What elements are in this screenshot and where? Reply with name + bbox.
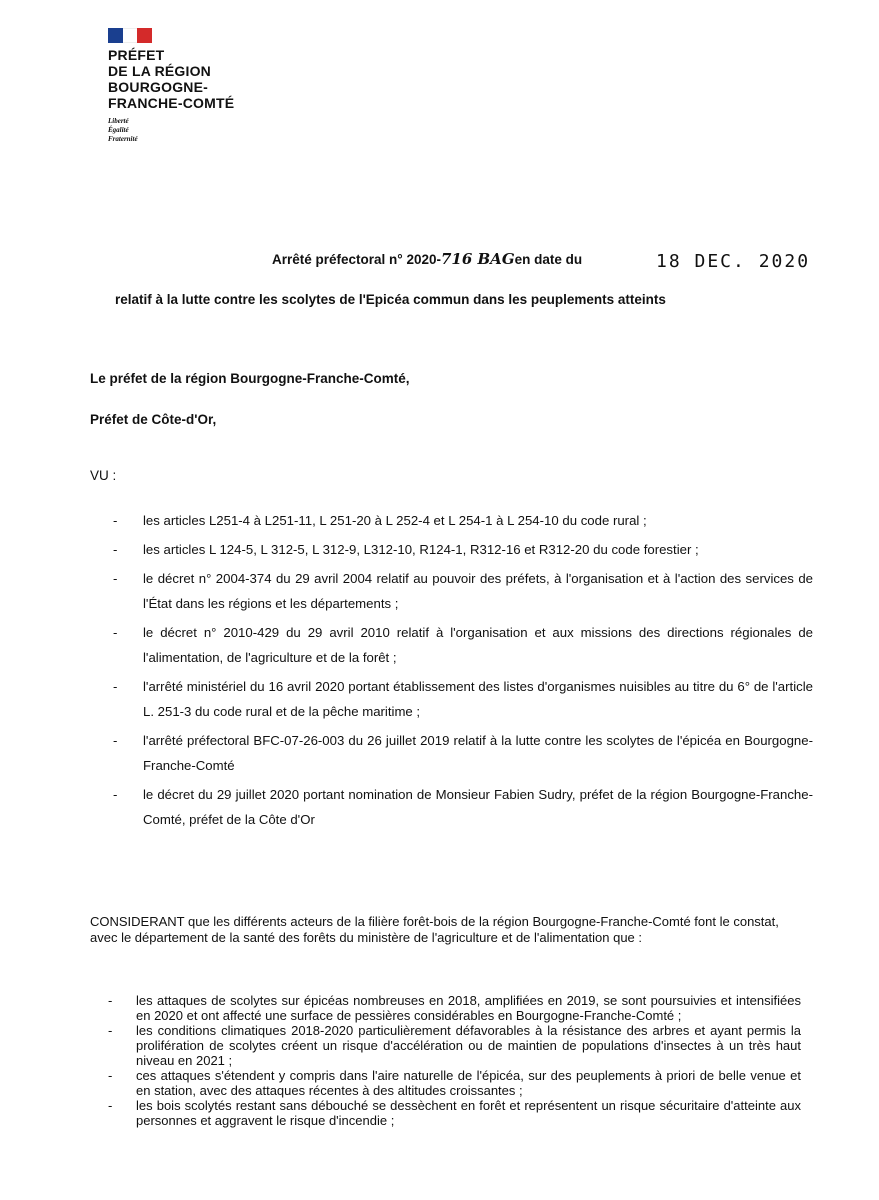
decree-title [272,250,582,268]
title-prefix: Arrêté préfectoral n° 2020- [272,252,441,267]
vu-item [113,782,813,832]
vu-item [113,508,813,533]
org-line: PRÉFET [108,47,165,63]
handwritten-decree-number: 716 BAG [440,250,515,268]
authority-line-1: Le préfet de la région Bourgogne-Franche-Comté, [90,371,410,386]
considerant-item [108,1023,801,1068]
motto [108,117,234,144]
vu-item [113,674,813,724]
list-dash: - [108,1098,113,1113]
motto-line: Égalité [108,126,129,134]
org-line: BOURGOGNE- [108,79,208,95]
organization-name [108,47,234,111]
vu-item-text: les articles L 124-5, L 312-5, L 312-9, L312-10, R124-1, R312-16 et R312-20 du code forestier ; [143,542,699,557]
vu-list [113,508,813,836]
list-dash: - [108,1023,113,1038]
motto-line: Fraternité [108,135,138,143]
vu-item [113,620,813,670]
vu-item-text: l'arrêté ministériel du 16 avril 2020 portant établissement des listes d'organismes nuisibles au titre du 6° de l'article L. 251-3 du code rural et de la pêche maritime ; [143,679,813,719]
list-dash: - [113,625,118,640]
list-dash: - [113,513,118,528]
considerant-item [108,1098,801,1128]
vu-heading: VU : [90,468,117,483]
prefecture-logo [108,28,234,144]
list-dash: - [113,679,118,694]
vu-item-text: les articles L251-4 à L251-11, L 251-20 à L 252-4 et L 254-1 à L 254-10 du code rural ; [143,513,647,528]
authority-line-2: Préfet de Côte-d'Or, [90,412,217,427]
title-suffix: en date du [514,252,583,267]
vu-item-text: le décret n° 2010-429 du 29 avril 2010 relatif à l'organisation et aux missions des directions régionales de l'alimentation, de l'agriculture et de la forêt ; [143,625,813,665]
considerant-item-text: les conditions climatiques 2018-2020 particulièrement défavorables à la résistance des arbres et ayant permis la prolifération de scolytes créent un risque d'accélération ou de maintien de populations d'insectes à un très haut niveau en 2021 ; [136,1023,801,1068]
french-flag-icon [108,28,152,43]
list-dash: - [108,1068,113,1083]
considerant-item [108,993,801,1023]
vu-item-text: l'arrêté préfectoral BFC-07-26-003 du 26 juillet 2019 relatif à la lutte contre les scolytes de l'épicéa en Bourgogne-Franche-Comté [143,733,813,773]
list-dash: - [108,993,113,1008]
motto-line: Liberté [108,117,129,125]
vu-item-text: le décret du 29 juillet 2020 portant nomination de Monsieur Fabien Sudry, préfet de la région Bourgogne-Franche-Comté, préfet de la Côte d'Or [143,787,813,827]
list-dash: - [113,571,118,586]
org-line: DE LA RÉGION [108,63,211,79]
list-dash: - [113,733,118,748]
list-dash: - [113,542,118,557]
decree-subtitle: relatif à la lutte contre les scolytes de l'Epicéa commun dans les peuplements atteints [115,292,666,307]
vu-item-text: le décret n° 2004-374 du 29 avril 2004 relatif au pouvoir des préfets, à l'organisation et à l'action des services de l'État dans les régions et les départements ; [143,571,813,611]
considerant-item [108,1068,801,1098]
considerant-item-text: les bois scolytés restant sans débouché se dessèchent en forêt et représentent un risque sécuritaire d'atteinte aux personnes et aggravent le risque d'incendie ; [136,1098,801,1128]
vu-item [113,728,813,778]
considerant-intro: CONSIDERANT que les différents acteurs de la filière forêt-bois de la région Bourgogne-Franche-Comté font le constat, avec le département de la santé des forêts du ministère de l'agriculture et de l'alimentation que : [90,914,779,945]
date-stamp: 18 DEC. 2020 [656,251,811,272]
considerant-item-text: les attaques de scolytes sur épicéas nombreuses en 2018, amplifiées en 2019, se sont poursuivies et intensifiées en 2020 et ont affecté une surface de pessières considérables en Bourgogne-Franche-Comté ; [136,993,801,1023]
considerant-list [108,993,801,1128]
considerant-item-text: ces attaques s'étendent y compris dans l'aire naturelle de l'épicéa, sur des peuplements à priori de belle venue et en station, avec des attaques récentes à des altitudes croissantes ; [136,1068,801,1098]
vu-item [113,566,813,616]
list-dash: - [113,787,118,802]
vu-item [113,537,813,562]
org-line: FRANCHE-COMTÉ [108,95,235,111]
